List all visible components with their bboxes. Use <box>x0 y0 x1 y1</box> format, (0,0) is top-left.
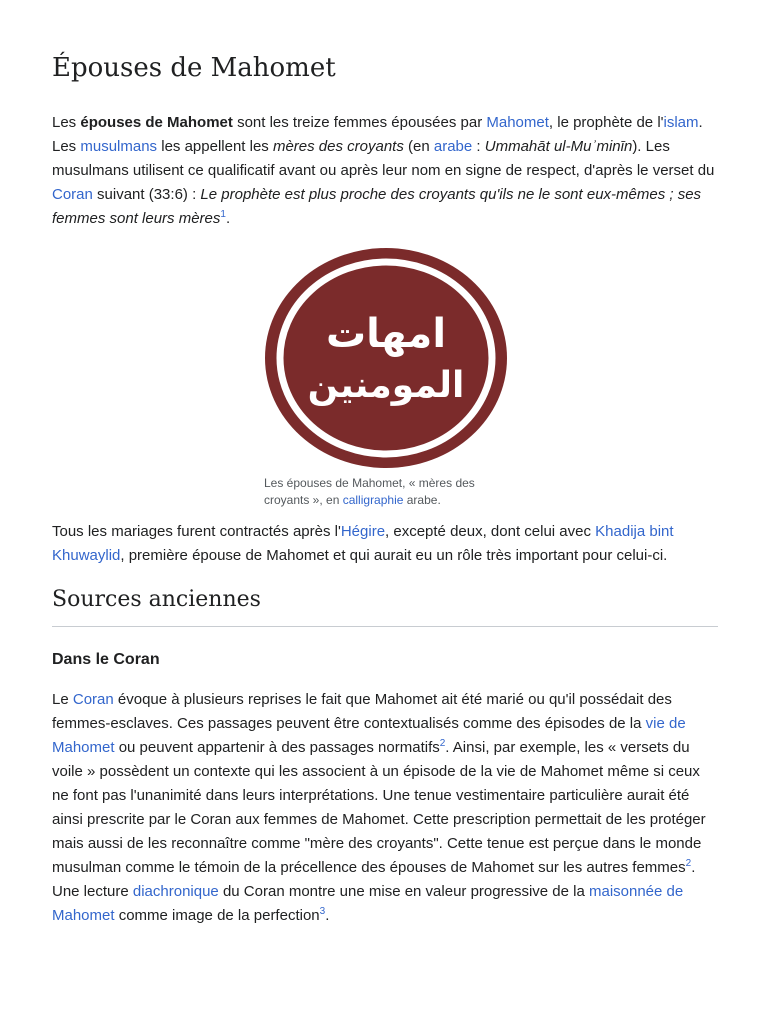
emblem-outer-circle <box>265 248 507 468</box>
link-vie-de-mahomet[interactable]: vie de Mahomet <box>52 715 686 756</box>
section-heading: Sources anciennes <box>52 584 718 627</box>
coran-paragraph: Le Coran évoque à plusieurs reprises le fait que Mahomet ait été marié ou qu'il possédait des femmes-esclaves. Ces passages peuvent être contextualisés comme des épisodes de la vie de Mahomet ou peuvent appartenir à des passages normatifs$^2$. Ainsi, par exemple, les « versets du voile » possèdent un contexte qui les associent à un épisode de la vie de Mahomet même si ceux ne font pas l'unanimité dans leurs interprétations. Une tenue vestimentaire particulière aurait été ainsi prescrite par le Coran aux femmes de Mahomet. Cette prescription permettait de les protéger mais aussi de les reconnaître comme "mère des croyants". Cette tenue est perçue dans le monde musulman comme le témoin de la précellence des épouses de Mahomet sur les autres femmes$^2$. Une lecture diachronique du Coran montre une mise en valeur progressive de la maisonnée de Mahomet comme image de la perfection$^3$. <box>52 691 706 924</box>
link-musulmans[interactable]: musulmans <box>80 138 158 155</box>
link-hegire[interactable]: Hégire <box>340 523 386 540</box>
intro-paragraph: Les épouses de Mahomet sont les treize femmes épousées par Mahomet, le prophète de l'islam. Les musulmans les appellent les mères des croyants (en arabe : Ummahāt ul-Muʾminīn). Les musulmans utilisent ce qualificatif avant ou après leur nom en signe de respect, d'après le verset du Coran suivant (33:6) : Le prophète est plus proche des croyants qu'ils ne le sont eux-mêmes ; ses femmes sont leurs mères$^1$. <box>52 114 715 227</box>
figure-caption: Les épouses de Mahomet, « mères des croyants », en calligraphie arabe. <box>264 476 475 507</box>
figure <box>264 247 508 509</box>
quote: Le prophète est plus proche des croyants qu'ils ne le sont eux-mêmes ; ses femmes sont leurs mères <box>52 186 702 227</box>
calligraphy-emblem[interactable] <box>264 247 508 469</box>
link-arabe[interactable]: arabe <box>433 138 473 155</box>
reference-3[interactable]: 3 <box>319 906 326 917</box>
link-maisonnee[interactable]: maisonnée de Mahomet <box>52 883 684 924</box>
reference-1[interactable]: 1 <box>220 209 226 220</box>
link-coran-2[interactable]: Coran <box>72 691 114 708</box>
page-title: Épouses de Mahomet <box>52 53 336 83</box>
emblem-text-bottom: المومنين <box>307 365 465 406</box>
link-mahomet[interactable]: Mahomet <box>486 114 549 131</box>
link-calligraphie[interactable]: calligraphie <box>342 493 404 507</box>
link-khadija[interactable]: Khadija bint Khuwaylid <box>52 523 674 564</box>
link-islam[interactable]: islam <box>663 114 699 131</box>
emblem-text-top: امهات <box>325 311 447 357</box>
reference-2[interactable]: 2 <box>439 738 446 749</box>
marriages-paragraph: Tous les mariages furent contractés après l'Hégire, excepté deux, dont celui avec Khadija bint Khuwaylid, première épouse de Mahomet et qui aurait eu un rôle très important pour celui-ci. <box>52 523 674 564</box>
link-diachronique[interactable]: diachronique <box>132 883 219 900</box>
reference-2b[interactable]: 2 <box>685 858 692 869</box>
bold-term: épouses de Mahomet <box>80 114 233 131</box>
link-coran[interactable]: Coran <box>52 186 93 203</box>
subsection-heading: Dans le Coran <box>52 651 160 668</box>
